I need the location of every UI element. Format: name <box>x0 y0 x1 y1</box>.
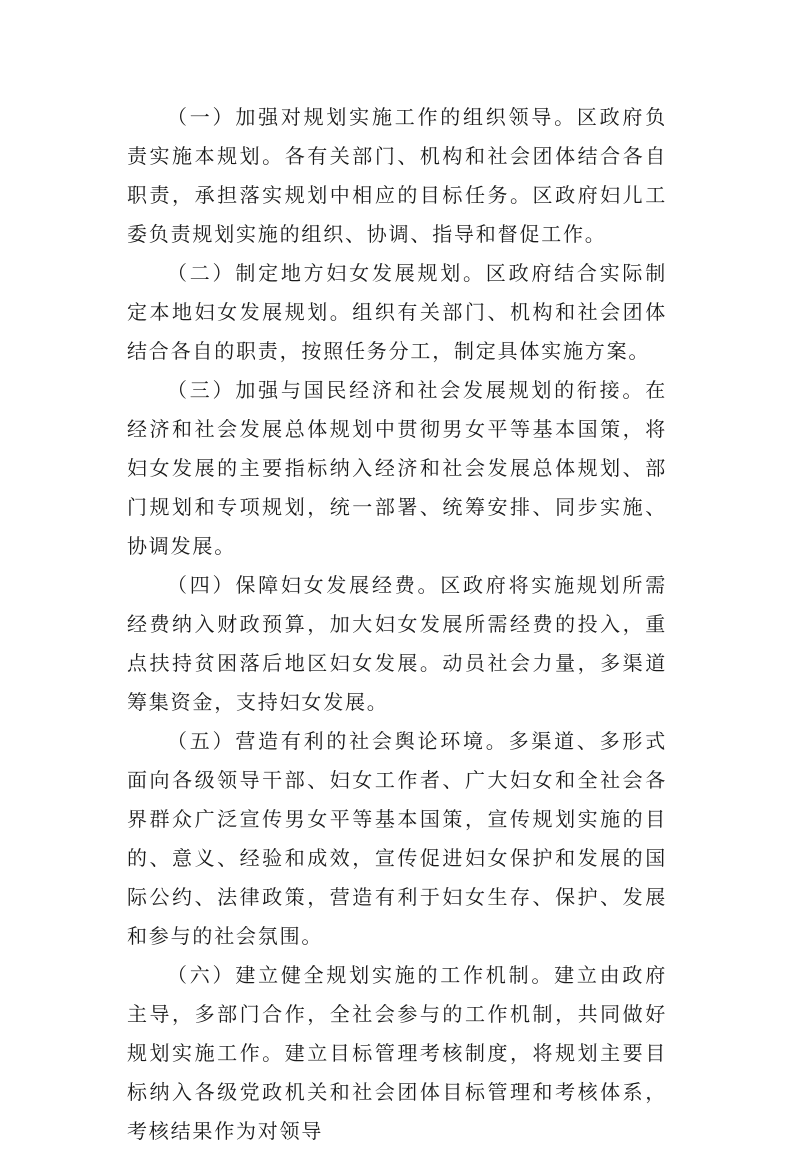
document-body <box>127 98 667 1151</box>
paragraph-4: （四）保障妇女发展经费。区政府将实施规划所需经费纳入财政预算，加大妇女发展所需经费的投入，重点扶持贫困落后地区妇女发展。动员社会力量，多渠道筹集资金，支持妇女发展。 <box>127 573 667 714</box>
paragraph-6: （六）建立健全规划实施的工作机制。建立由政府主导，多部门合作，全社会参与的工作机制，共同做好规划实施工作。建立目标管理考核制度，将规划主要目标纳入各级党政机关和社会团体目标管理和考核体系，考核结果作为对领导 <box>127 963 667 1143</box>
paragraph-2: （二）制定地方妇女发展规划。区政府结合实际制定本地妇女发展规划。组织有关部门、机构和社会团体结合各自的职责，按照任务分工，制定具体实施方案。 <box>127 261 667 363</box>
paragraph-1: （一）加强对规划实施工作的组织领导。区政府负责实施本规划。各有关部门、机构和社会团体结合各自职责，承担落实规划中相应的目标任务。区政府妇儿工委负责规划实施的组织、协调、指导和督促工作。 <box>127 105 667 246</box>
paragraph-5: （五）营造有利的社会舆论环境。多渠道、多形式面向各级领导干部、妇女工作者、广大妇女和全社会各界群众广泛宣传男女平等基本国策，宣传规划实施的目的、意义、经验和成效，宣传促进妇女保护和发展的国际公约、法律政策，营造有利于妇女生存、保护、发展和参与的社会氛围。 <box>127 729 667 948</box>
paragraph-3: （三）加强与国民经济和社会发展规划的衔接。在经济和社会发展总体规划中贯彻男女平等基本国策，将妇女发展的主要指标纳入经济和社会发展总体规划、部门规划和专项规划，统一部署、统筹安排、同步实施、协调发展。 <box>127 378 667 558</box>
